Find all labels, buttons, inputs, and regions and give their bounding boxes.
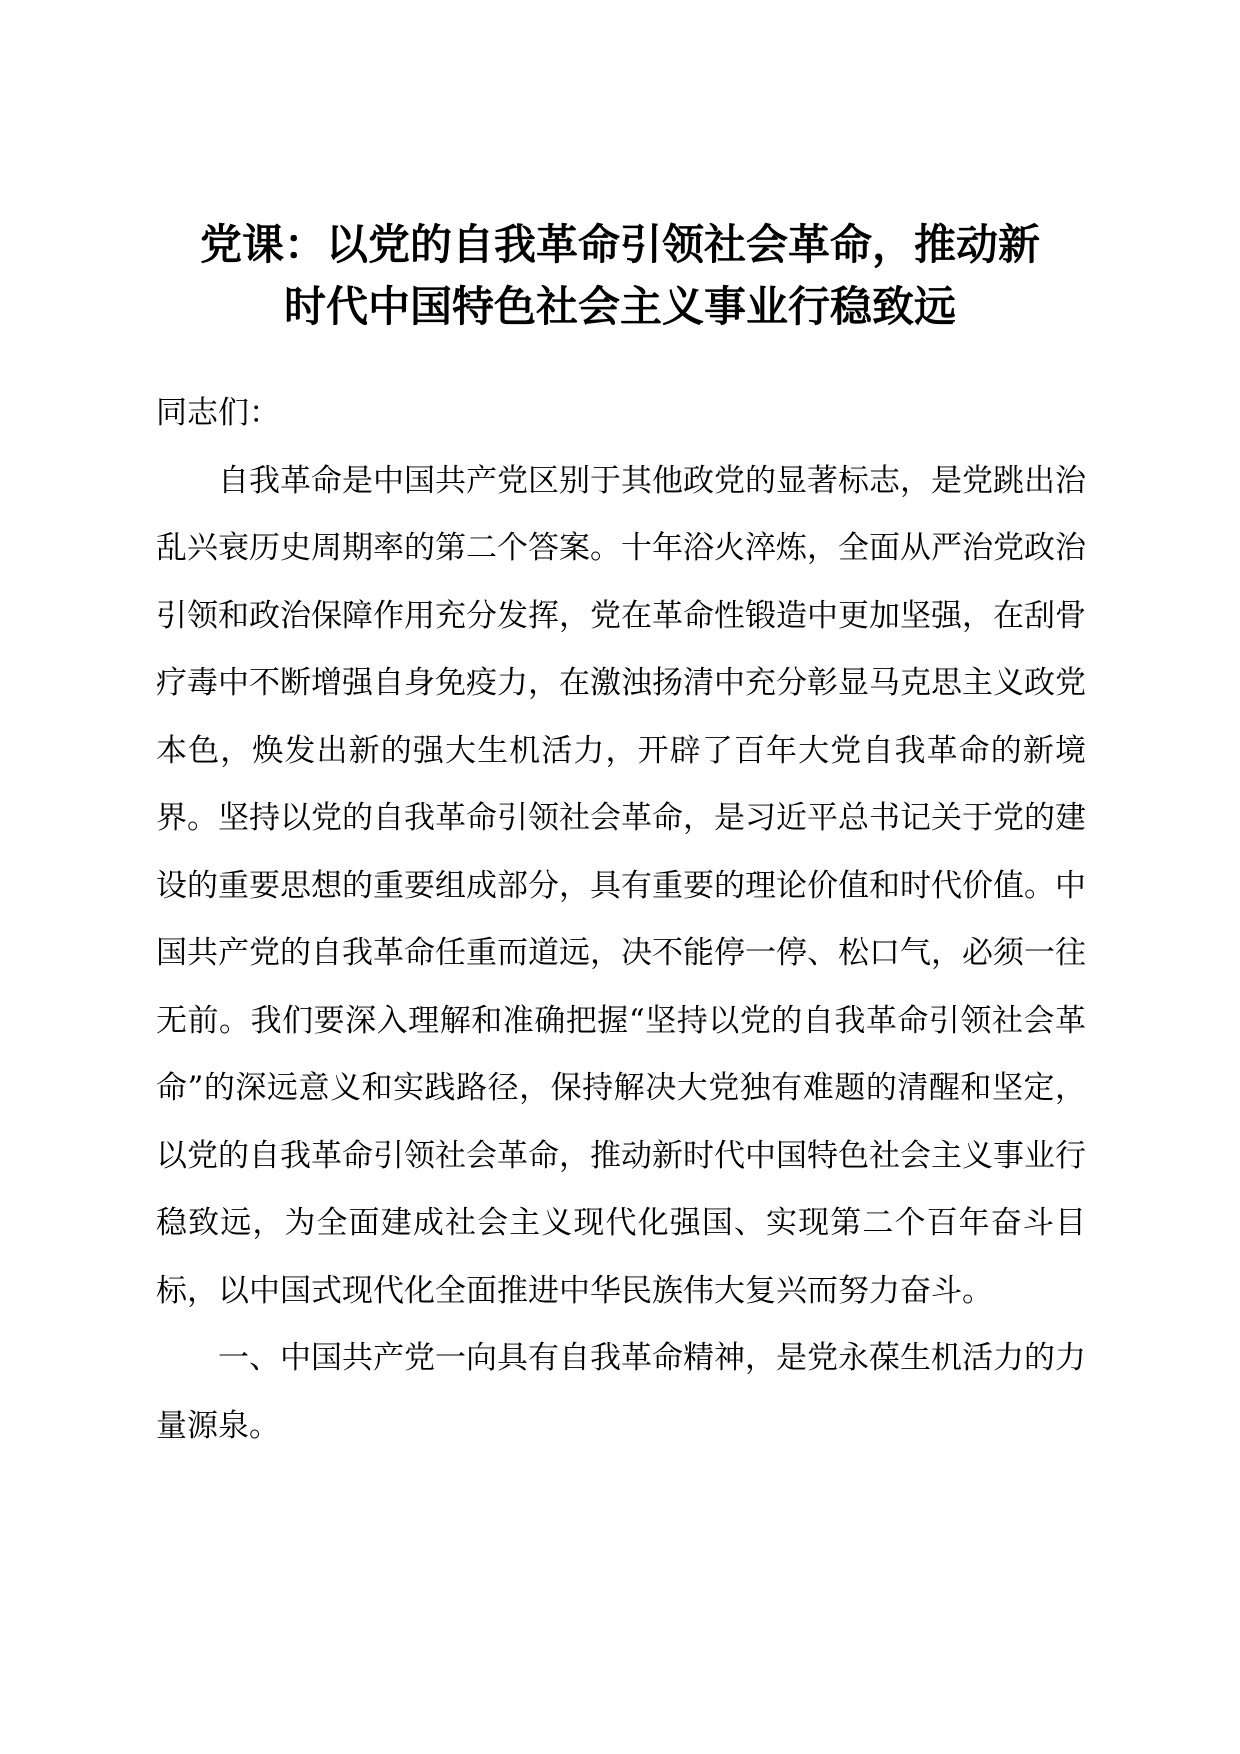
document-title	[150, 214, 1090, 338]
title-line-2: 时代中国特色社会主义事业行稳致远	[283, 282, 956, 331]
section-heading: 一、中国共产党一向具有自我革命精神，是党永葆生机活力的力量源泉。	[156, 1340, 1086, 1444]
body-paragraph: 自我革命是中国共产党区别于其他政党的显著标志，是党跳出治乱兴衰历史周期率的第二个答案。十年浴火淬炼，全面从严治党政治引领和政治保障作用充分发挥，党在革命性锻造中更加坚强，在刮骨疗毒中不断增强自身免疫力，在激浊扬清中充分彰显马克思主义政党本色，焕发出新的强大生机活力，开辟了百年大党自我革命的新境界。坚持以党的自我革命引领社会革命，是习近平总书记关于党的建设的重要思想的重要组成部分，具有重要的理论价值和时代价值。中国共产党的自我革命任重而道远，决不能停一停、松口气，必须一往无前。我们要深入理解和准确把握“坚持以党的自我革命引领社会革命”的深远意义和实践路径，保持解决大党独有难题的清醒和坚定，以党的自我革命引领社会革命，推动新时代中国特色社会主义事业行稳致远，为全面建成社会主义现代化强国、实现第二个百年奋斗目标，以中国式现代化全面推进中华民族伟大复兴而努力奋斗。	[156, 462, 1086, 1309]
title-line-1: 党课：以党的自我革命引领社会革命，推动新	[199, 220, 1040, 269]
document-body	[156, 380, 1086, 1460]
salutation: 同志们：	[156, 395, 280, 431]
